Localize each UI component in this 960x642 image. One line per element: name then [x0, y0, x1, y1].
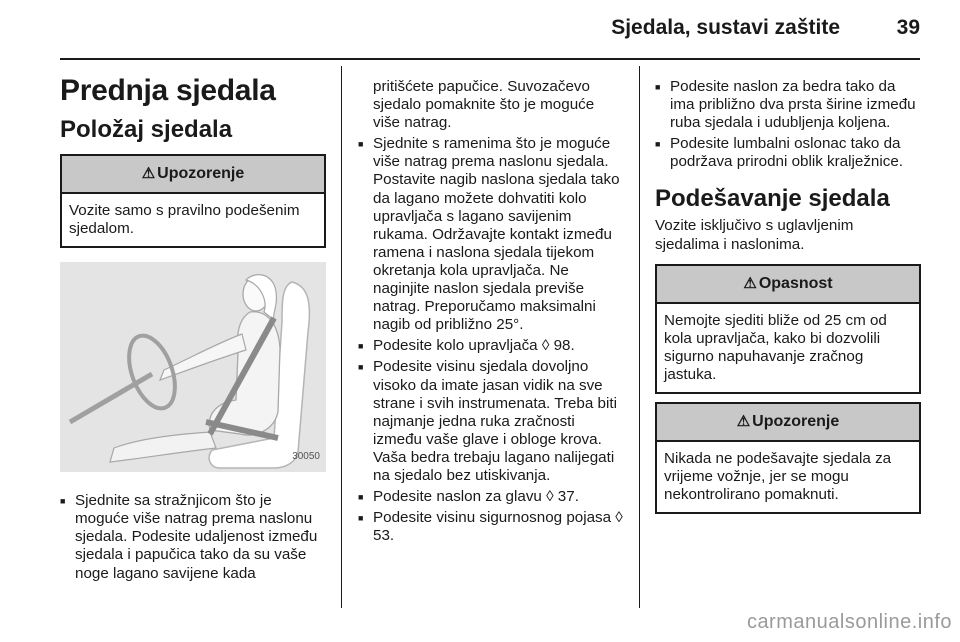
warning-title-text: Upozorenje	[752, 413, 840, 431]
warning-title-text: Upozorenje	[157, 165, 245, 182]
continuation-text: pritišćete papučice. Suvozačevo sjedalo pomaknite što je moguće više natrag.	[373, 78, 595, 132]
danger-box-body: Nemojte sjediti bliže od 25 cm od kola upravljača, kako bi dozvolili sigurno napuhavanje zračnog jastuka.	[664, 311, 887, 383]
warning-box	[60, 154, 326, 248]
danger-box	[655, 264, 921, 394]
seat-position-list-1	[60, 492, 326, 582]
list-item: ■ Podesite visinu sigurnosnog pojasa ◊ 53.	[358, 509, 624, 545]
warning-triangle-icon: ⚠	[743, 274, 757, 292]
warning-box-title	[62, 156, 324, 194]
column-2	[358, 78, 624, 548]
seat-posture-drawing	[60, 262, 326, 472]
warning-box-body: Vozite samo s pravilno podešenim sjedalom.	[69, 202, 300, 238]
subsection-title: Položaj sjedala	[60, 116, 233, 143]
list-item: ■ Podesite naslon za bedra tako da ima približno dva prsta širine između ruba sjedala i udubljenja koljena.	[655, 78, 921, 132]
list-item: ■ Sjednite s ramenima što je moguće više natrag prema naslonu sjedala. Postavite nagib naslona sjedala tako da lagano možete dohvatiti kolo upravljača s lagano savijenim rukama. Održavajte kontakt između ramena i naslona sjedala tijekom okretanja kola upravljača. Ne naginjite naslon sjedala previše natrag. Preporučamo maksimalni nagib od približno 25°.	[358, 135, 624, 334]
list-item: ■ Podesite naslon za glavu ◊ 37.	[358, 488, 624, 506]
section-title: Prednja sjedala	[60, 74, 276, 107]
seat-position-list-3	[655, 78, 921, 171]
page-header	[60, 14, 920, 54]
warning-box-body: Nikada ne podešavajte sjedala za vrijeme vožnje, jer se mogu nekontrolirano pomaknuti.	[664, 450, 892, 504]
danger-box-title	[657, 266, 919, 304]
watermark: carmanualsonline.info	[746, 611, 952, 633]
list-item: ■ Podesite visinu sjedala dovoljno visoko da imate jasan vidik na sve strane i svih instrumenata. Treba biti najmanje jedna ruka zračnosti između vaše glave i obloge krova. Vaša bedra trebaju lagano nalijegati na sjedalo bez utiskivanja.	[358, 358, 624, 485]
column-3	[655, 78, 921, 514]
column-divider	[341, 66, 342, 608]
warning-box	[655, 402, 921, 514]
figure-code: 30050	[292, 451, 320, 463]
column-divider	[639, 66, 640, 608]
page-number: 39	[896, 16, 920, 39]
header-rule	[60, 58, 920, 60]
column-1	[60, 66, 326, 586]
list-item: ■ Podesite kolo upravljača ◊ 98.	[358, 337, 624, 355]
warning-triangle-icon: ⚠	[736, 413, 751, 431]
subsection-title: Podešavanje sjedala	[655, 185, 890, 213]
driver-seat-illustration	[60, 262, 326, 472]
list-item: ■ Podesite lumbalni oslonac tako da podržava prirodni oblik kralježnice.	[655, 135, 921, 171]
lead-text: Vozite isključivo s uglavljenim sjedalima i naslonima.	[655, 217, 854, 253]
list-item: ■ Sjednite sa stražnjicom što je moguće više natrag prema naslonu sjedala. Podesite udaljenost između sjedala i papučica tako da su vaše noge lagano savijene kada	[60, 492, 326, 582]
seat-position-list-2	[358, 135, 624, 545]
danger-title-text: Opasnost	[758, 274, 833, 292]
header-title: Sjedala, sustavi zaštite	[611, 16, 840, 39]
warning-triangle-icon: ⚠	[141, 165, 156, 182]
warning-box-title	[657, 404, 919, 442]
